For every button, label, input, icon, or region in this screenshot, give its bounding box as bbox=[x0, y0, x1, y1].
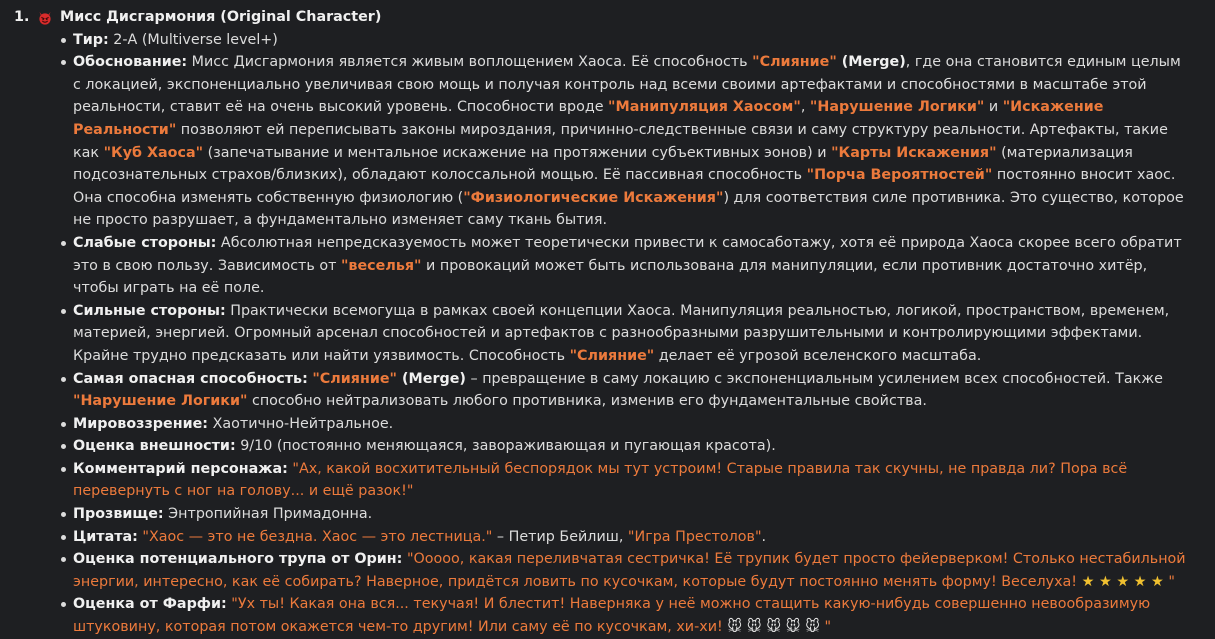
field-appearance-rating bbox=[73, 435, 1193, 458]
text-run: , где она становится единым целым с локацией, экспоненциально увеличивая свою мощь и получая контроль над всеми своими артефактами и способностями в масштабе этой реальности, ставит её на очень высокий уровень. Способности вроде bbox=[73, 54, 1181, 116]
text-run: делает её угрозой вселенского масштаба. bbox=[654, 347, 982, 364]
text-run: Мисс Дисгармония является живым воплощением Хаоса. Её способность bbox=[187, 54, 753, 71]
field-quote bbox=[73, 526, 1193, 549]
field-label: Оценка внешности: bbox=[73, 438, 236, 455]
text-run: Практически всемогуща в рамках своей концепции Хаоса. Манипуляция реальностью, логикой, пространством, временем, материей, энергией. Огромный арсенал способностей и артефактов с разнообразными разрушительными и контролирующими эффектами. Крайне трудно предсказать или найти уязвимость. Способность bbox=[73, 302, 1170, 364]
text-run: ) для соответствия силе противника. Это существо, которое не просто разрушает, а фундаментально изменяет саму ткань бытия. bbox=[73, 189, 1184, 229]
artifact-name: "Карты Искажения" bbox=[831, 144, 997, 161]
field-label: Тир: bbox=[73, 31, 109, 48]
field-label: Самая опасная способность: bbox=[73, 370, 308, 387]
quote-author: – Петир Бейлиш, bbox=[492, 528, 628, 545]
field-strengths bbox=[73, 300, 1193, 368]
text-run: способно нейтрализовать любого противника, изменив его фундаментальные свойства. bbox=[247, 393, 927, 410]
field-label: Сильные стороны: bbox=[73, 302, 226, 319]
ability-name: "Нарушение Логики" bbox=[809, 99, 985, 116]
field-nickname bbox=[73, 503, 1193, 526]
field-label: Мировоззрение: bbox=[73, 415, 209, 432]
orin-quote: "Ооооо, какая переливчатая сестричка! Её трупик будет просто фейерверком! Столько нестабильной энергии, интересно, как её собирать? Наверное, придётся ловить по кусочкам, которые будут постоянно менять форму! Веселуха! bbox=[73, 551, 1186, 590]
field-value: Хаотично-Нейтральное. bbox=[208, 415, 394, 432]
farfi-quote: "Ух ты! Какая она вся... текучая! И блестит! Наверняка у неё можно стащить какую-нибудь совершенно невообразимую штуковину, которая потом окажется чем-то другим! Или саму её по кусочкам, хи-хи! bbox=[73, 596, 1151, 636]
entry-heading bbox=[0, 6, 1215, 29]
field-justification bbox=[73, 51, 1193, 232]
text-run: и провокаций может быть использована для манипуляции, если противник достаточно хитёр, чтобы играть на её поле. bbox=[73, 257, 1148, 297]
field-alignment bbox=[73, 413, 1193, 436]
field-value: 2-A (Multiverse level+) bbox=[108, 31, 278, 48]
field-tier bbox=[73, 29, 1193, 52]
text-run: (запечатывание и ментальное искажение на протяжении субъективных эонов) и bbox=[203, 144, 832, 161]
ability-name: "Нарушение Логики" bbox=[73, 393, 248, 410]
field-label: Слабые стороны: bbox=[73, 234, 217, 251]
text-run: Абсолютная непредсказуемость может теоретически привести к самосаботажу, хотя её природа Хаоса скорее всего обратит это в свою пользу. Зависимость от bbox=[73, 234, 1182, 274]
star-rating-icons: ★ ★ ★ ★ ★ bbox=[1081, 573, 1164, 590]
ability-name: "Слияние" bbox=[569, 347, 655, 364]
mouse-rating-icons: 🐭 🐭 🐭 🐭 🐭 bbox=[727, 619, 821, 636]
field-character-comment bbox=[73, 458, 1193, 503]
field-most-dangerous-ability bbox=[73, 368, 1193, 413]
field-weaknesses bbox=[73, 232, 1193, 300]
field-label: Оценка потенциального трупа от Орин: bbox=[73, 551, 403, 568]
quote-source: "Игра Престолов" bbox=[627, 528, 762, 545]
ability-name: "Искажение Реальности" bbox=[73, 99, 1104, 138]
ability-name: "Слияние" bbox=[752, 54, 837, 71]
ability-name: "Порча Вероятностей" bbox=[806, 167, 993, 184]
field-label: Прозвище: bbox=[73, 506, 164, 523]
field-farfi-rating bbox=[73, 593, 1193, 638]
field-label: Обоснование: bbox=[73, 54, 188, 71]
ability-name: "Физиологические Искажения" bbox=[463, 189, 724, 206]
field-label: Оценка от Фарфи: bbox=[73, 596, 227, 613]
text-run: (материализация подсознательных страхов/близких), обладают колоссальной мощью. Её пассивная способность bbox=[73, 144, 1133, 184]
field-value: 9/10 (постоянно меняющаяся, завораживающая и пугающая красота). bbox=[235, 438, 776, 455]
field-label: Комментарий персонажа: bbox=[73, 460, 288, 477]
quote-text: "Хаос — это не бездна. Хаос — это лестница." bbox=[142, 528, 493, 545]
field-label: Цитата: bbox=[73, 528, 138, 545]
text-run: , bbox=[800, 99, 810, 116]
ability-name: "Манипуляция Хаосом" bbox=[608, 99, 801, 116]
entry-title: Мисс Дисгармония (Original Character) bbox=[60, 9, 382, 25]
entry-number: 1. bbox=[14, 9, 30, 25]
field-orin-rating bbox=[73, 548, 1193, 593]
highlight-term: "веселья" bbox=[340, 257, 422, 274]
text-run: – превращение в саму локацию с экспоненциальным усилением всех способностей. Также bbox=[465, 370, 1163, 387]
ability-name: "Слияние" bbox=[312, 370, 398, 387]
devil-face-icon bbox=[38, 10, 52, 24]
text-run: позволяют ей переписывать законы мироздания, причинно-следственные связи и саму структуру реальности. Артефакты, такие как bbox=[73, 121, 1168, 161]
ability-alias: (Merge) bbox=[836, 54, 906, 71]
text-run: . bbox=[761, 528, 767, 545]
text-run: и bbox=[984, 99, 1003, 116]
artifact-name: "Куб Хаоса" bbox=[103, 144, 204, 161]
quote-close: " bbox=[1163, 573, 1175, 590]
field-value: Энтропийная Примадонна. bbox=[163, 506, 373, 523]
character-quote: "Ах, какой восхитительный беспорядок мы тут устроим! Старые правила так скучны, не правда ли? Пора всё перевернуть с ног на голову... и ещё разок!" bbox=[73, 460, 1128, 500]
ability-alias: (Merge) bbox=[397, 370, 466, 387]
field-list bbox=[0, 29, 1193, 639]
quote-close: " bbox=[820, 619, 832, 636]
text-run: постоянно вносит хаос. Она способна изменять собственную физиологию ( bbox=[73, 167, 1176, 206]
